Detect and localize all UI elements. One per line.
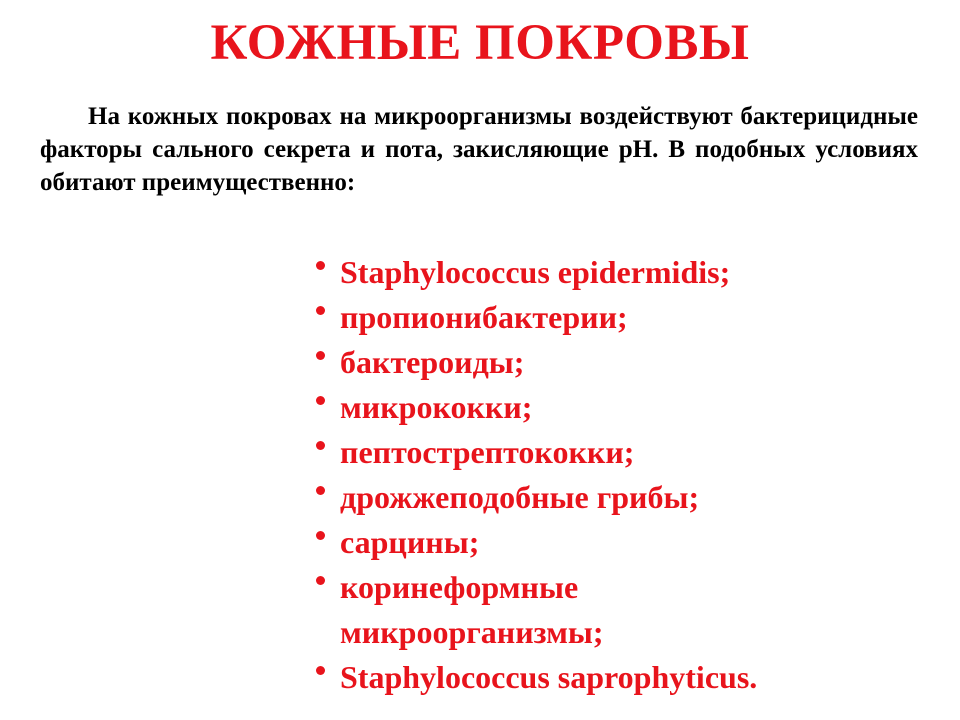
list-item — [314, 520, 944, 565]
list-item — [314, 340, 944, 385]
list-item — [314, 430, 944, 475]
list-item — [314, 250, 944, 295]
bullet-icon — [316, 441, 325, 450]
list-item — [314, 475, 944, 520]
list-item — [314, 565, 670, 655]
list-item-text: Staphylococcus saprophyticus. — [340, 659, 758, 695]
list-item — [314, 295, 944, 340]
list-item-text: пептострептококки; — [340, 434, 635, 470]
list-item-text: коринеформные микроорганизмы; — [340, 569, 604, 650]
bullet-icon — [316, 486, 325, 495]
bullet-icon — [316, 261, 325, 270]
intro-paragraph: На кожных покровах на микроорганизмы воздействуют бактерицидные факторы сального секрета и пота, закисляющие pH. В подобных условиях обитают преимущественно: — [40, 103, 918, 196]
bullet-icon — [316, 666, 325, 675]
list-item — [314, 385, 944, 430]
list-item-text: пропионибактерии; — [340, 299, 628, 335]
list-item — [314, 655, 944, 700]
list-item-text: микрококки; — [340, 389, 533, 425]
list-item-text: бактероиды; — [340, 344, 525, 380]
list-item-text: сарцины; — [340, 524, 480, 560]
list-item-text: Staphylococcus epidermidis; — [340, 254, 731, 290]
slide-title: КОЖНЫЕ ПОКРОВЫ — [210, 15, 750, 71]
bullet-icon — [316, 576, 325, 585]
bullet-icon — [316, 351, 325, 360]
list-item-text: дрожжеподобные грибы; — [340, 479, 700, 515]
bullet-icon — [316, 396, 325, 405]
bullet-icon — [316, 306, 325, 315]
bullet-icon — [316, 531, 325, 540]
microorganism-list — [314, 250, 944, 700]
